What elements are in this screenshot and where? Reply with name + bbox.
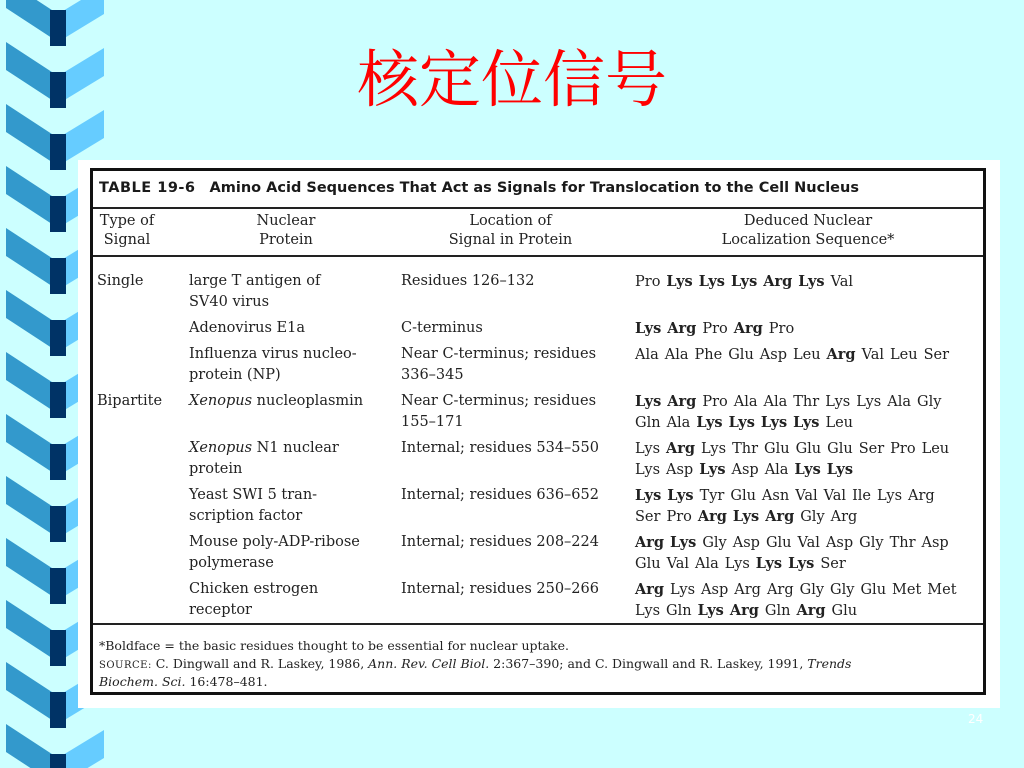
amino-acid-residue: Pro [702, 321, 728, 337]
ribbon-bar [50, 134, 66, 170]
ribbon-bar [50, 258, 66, 294]
amino-acid-residue: Lys [635, 603, 661, 619]
page-number: 24 [968, 712, 984, 726]
amino-acid-residue: Gly [800, 509, 825, 525]
cell-localization-sequence [635, 579, 963, 601]
cell-signal-location: Near C-terminus; residues [401, 393, 597, 409]
amino-acid-residue: Lys [730, 273, 758, 290]
amino-acid-residue: Lys [728, 414, 755, 431]
amino-acid-residue: Ile [852, 488, 872, 504]
amino-acid-residue: Lys [635, 487, 662, 504]
amino-acid-residue: Asp [666, 462, 694, 478]
cell-nuclear-protein: receptor [189, 602, 252, 618]
col-header-type: Type of Signal [99, 213, 155, 248]
amino-acid-residue: Lys [793, 414, 820, 431]
cell-localization-sequence [635, 271, 859, 293]
amino-acid-residue: Met [892, 582, 922, 598]
amino-acid-residue: Glu [860, 582, 887, 598]
amino-acid-residue: Ala [695, 556, 719, 572]
amino-acid-residue: Lys [794, 461, 821, 478]
cell-nuclear-protein: SV40 virus [189, 294, 270, 310]
amino-acid-residue: Asp [759, 347, 787, 363]
amino-acid-residue: Pro [702, 394, 728, 410]
amino-acid-residue: Arg [765, 508, 795, 525]
amino-acid-residue: Ala [635, 347, 659, 363]
amino-acid-residue: Glu [635, 556, 661, 572]
amino-acid-residue: Glu [795, 441, 822, 457]
amino-acid-residue: Arg [766, 582, 794, 598]
cell-localization-sequence [635, 438, 955, 460]
amino-acid-residue: Val [795, 488, 818, 504]
amino-acid-residue: Leu [890, 347, 918, 363]
cell-signal-location: Internal; residues 250–266 [401, 581, 599, 597]
amino-acid-residue: Gly [799, 582, 825, 598]
amino-acid-residue: Lys [699, 461, 726, 478]
amino-acid-residue: Asp [921, 535, 949, 551]
cell-signal-location: C-terminus [401, 320, 483, 336]
amino-acid-residue: Arg [826, 346, 856, 363]
slide-title: 核定位信号 [356, 43, 667, 116]
amino-acid-residue: Lys [877, 488, 903, 504]
col-header-protein: Nuclear Protein [256, 213, 316, 248]
amino-acid-residue: Lys [696, 414, 723, 431]
amino-acid-residue: Glu [827, 441, 853, 457]
amino-acid-residue: Asp [732, 535, 760, 551]
cell-localization-sequence [635, 553, 852, 575]
cell-nuclear-protein: Xenopus nucleoplasmin [189, 393, 364, 409]
ribbon-bar [50, 692, 66, 728]
amino-acid-residue: Ala [664, 347, 689, 363]
amino-acid-residue: Lys [670, 582, 696, 598]
cell-localization-sequence [635, 532, 955, 554]
amino-acid-residue: Pro [666, 509, 692, 525]
col-header-location: Location of Signal in Protein [448, 213, 573, 248]
amino-acid-residue: Pro [890, 441, 916, 457]
amino-acid-residue: Arg [908, 488, 935, 504]
amino-acid-residue: Arg [667, 320, 697, 337]
table-number: TABLE 19-6 [99, 180, 196, 196]
ribbon-bar [50, 196, 66, 232]
amino-acid-residue: Pro [768, 321, 795, 337]
amino-acid-residue: Pro [635, 274, 661, 290]
cell-signal-location: 155–171 [401, 414, 464, 430]
cell-signal-location: Internal; residues 208–224 [401, 534, 599, 550]
amino-acid-residue: Met [927, 582, 957, 598]
cell-localization-sequence [635, 459, 859, 481]
amino-acid-residue: Asp [825, 535, 854, 551]
amino-acid-residue: Lys [701, 441, 727, 457]
amino-acid-residue: Glu [728, 347, 754, 363]
amino-acid-residue: Arg [666, 440, 696, 457]
amino-acid-residue: Ala [887, 394, 912, 410]
amino-acid-residue: Arg [763, 273, 793, 290]
cell-signal-location: Residues 126–132 [401, 273, 535, 289]
cell-signal-location: Internal; residues 534–550 [401, 440, 599, 456]
amino-acid-residue: Thr [889, 535, 916, 551]
amino-acid-residue: Asp [731, 462, 759, 478]
amino-acid-residue: Gln [764, 603, 791, 619]
amino-acid-residue: Asp [701, 582, 729, 598]
cell-nuclear-protein: scription factor [189, 508, 303, 524]
amino-acid-residue: Arg [733, 320, 763, 337]
cell-nuclear-protein: Yeast SWI 5 tran- [189, 487, 318, 503]
amino-acid-residue: Lys [697, 602, 724, 619]
amino-acid-residue: Lys [670, 534, 697, 551]
cell-signal-location: Internal; residues 636–652 [401, 487, 599, 503]
amino-acid-residue: Ser [820, 556, 846, 572]
table-caption: Amino Acid Sequences That Act as Signals for Translocation to the Cell Nucleus [209, 180, 859, 196]
amino-acid-residue: Lys [635, 393, 662, 410]
amino-acid-residue: Arg [697, 508, 727, 525]
amino-acid-residue: Gly [859, 535, 884, 551]
amino-acid-residue: Lys [798, 273, 825, 290]
cell-localization-sequence [635, 506, 863, 528]
ribbon-bar [50, 444, 66, 480]
amino-acid-residue: Gln [666, 603, 692, 619]
amino-acid-residue: Arg [635, 581, 665, 598]
amino-acid-residue: Leu [825, 415, 854, 431]
amino-acid-residue: Gln [635, 415, 661, 431]
amino-acid-residue: Ala [733, 394, 758, 410]
amino-acid-residue: Glu [831, 603, 858, 619]
amino-acid-residue: Lys [698, 273, 725, 290]
footnote-boldface: *Boldface = the basic residues thought to be essential for nuclear uptake. [99, 638, 569, 653]
amino-acid-residue: Lys [635, 441, 661, 457]
table-frame [90, 168, 986, 695]
amino-acid-residue: Gly [830, 582, 855, 598]
amino-acid-residue: Leu [792, 347, 821, 363]
amino-acid-residue: Lys [755, 555, 783, 572]
amino-acid-residue: Val [830, 274, 854, 290]
amino-acid-residue: Ser [635, 509, 661, 525]
cell-localization-sequence [635, 412, 859, 434]
amino-acid-residue: Arg [796, 602, 826, 619]
table-heading [99, 180, 859, 196]
ribbon-bar [50, 382, 66, 418]
cell-signal-location: 336–345 [401, 367, 464, 383]
amino-acid-residue: Lys [856, 394, 882, 410]
heading-rule [93, 207, 983, 209]
ribbon-bar [50, 568, 66, 604]
amino-acid-residue: Val [823, 488, 847, 504]
ribbon-bar [50, 754, 66, 768]
header-rule [93, 255, 983, 257]
amino-acid-residue: Gly [917, 394, 942, 410]
footnote-source-line1: SOURCE: C. Dingwall and R. Laskey, 1986, Ann. Rev. Cell Biol. 2:367–390; and C. Dingwall and R. Laskey, 1991, Trends [99, 656, 852, 671]
cell-nuclear-protein: polymerase [189, 555, 274, 571]
amino-acid-residue: Lys [760, 414, 788, 431]
amino-acid-residue: Ala [763, 394, 788, 410]
amino-acid-residue: Lys [724, 556, 750, 572]
cell-nuclear-protein: protein [189, 461, 243, 477]
body-rule [93, 623, 983, 625]
amino-acid-residue: Gly [702, 535, 727, 551]
cell-signal-type: Single [97, 273, 144, 289]
amino-acid-residue: Tyr [699, 488, 725, 504]
amino-acid-residue: Arg [635, 534, 665, 551]
amino-acid-residue: Lys [635, 462, 661, 478]
amino-acid-residue: Glu [730, 488, 756, 504]
cell-nuclear-protein: Adenovirus E1a [189, 320, 306, 336]
amino-acid-residue: Thr [793, 394, 820, 410]
amino-acid-residue: Ser [858, 441, 885, 457]
cell-signal-type: Bipartite [97, 393, 163, 409]
cell-nuclear-protein: protein (NP) [189, 367, 281, 383]
amino-acid-residue: Lys [826, 461, 854, 478]
ribbon-bar [50, 630, 66, 666]
footnote-source-line2: Biochem. Sci. 16:478–481. [99, 674, 268, 689]
amino-acid-residue: Lys [825, 394, 851, 410]
amino-acid-residue: Glu [765, 535, 792, 551]
cell-nuclear-protein: Mouse poly-ADP-ribose [189, 534, 360, 550]
amino-acid-residue: Arg [830, 509, 858, 525]
ribbon-bar [50, 506, 66, 542]
amino-acid-residue: Thr [732, 441, 759, 457]
amino-acid-residue: Lys [635, 320, 662, 337]
amino-acid-residue: Phe [694, 347, 723, 363]
cell-localization-sequence [635, 344, 955, 366]
ribbon-bar [50, 320, 66, 356]
amino-acid-residue: Lys [788, 555, 815, 572]
amino-acid-residue: Ala [764, 462, 789, 478]
cell-nuclear-protein: Influenza virus nucleo- [189, 346, 357, 362]
amino-acid-residue: Lys [666, 273, 693, 290]
amino-acid-residue: Lys [732, 508, 760, 525]
amino-acid-residue: Val [797, 535, 820, 551]
amino-acid-residue: Val [666, 556, 689, 572]
cell-localization-sequence [635, 318, 800, 340]
cell-localization-sequence [635, 600, 863, 622]
cell-nuclear-protein: Xenopus N1 nuclear [189, 440, 339, 456]
amino-acid-residue: Ser [923, 347, 950, 363]
cell-localization-sequence [635, 485, 941, 507]
cell-nuclear-protein: large T antigen of [189, 273, 321, 289]
col-header-sequence: Deduced Nuclear Localization Sequence* [721, 213, 895, 248]
amino-acid-residue: Arg [667, 393, 697, 410]
amino-acid-residue: Lys [667, 487, 694, 504]
amino-acid-residue: Arg [729, 602, 759, 619]
cell-localization-sequence [635, 391, 947, 413]
amino-acid-residue: Ala [666, 415, 691, 431]
amino-acid-residue: Glu [764, 441, 790, 457]
table-figure [78, 160, 1000, 708]
cell-signal-location: Near C-terminus; residues [401, 346, 597, 362]
amino-acid-residue: Val [861, 347, 885, 363]
amino-acid-residue: Leu [921, 441, 950, 457]
amino-acid-residue: Asn [761, 488, 790, 504]
cell-nuclear-protein: Chicken estrogen [189, 581, 319, 597]
amino-acid-residue: Arg [734, 582, 761, 598]
